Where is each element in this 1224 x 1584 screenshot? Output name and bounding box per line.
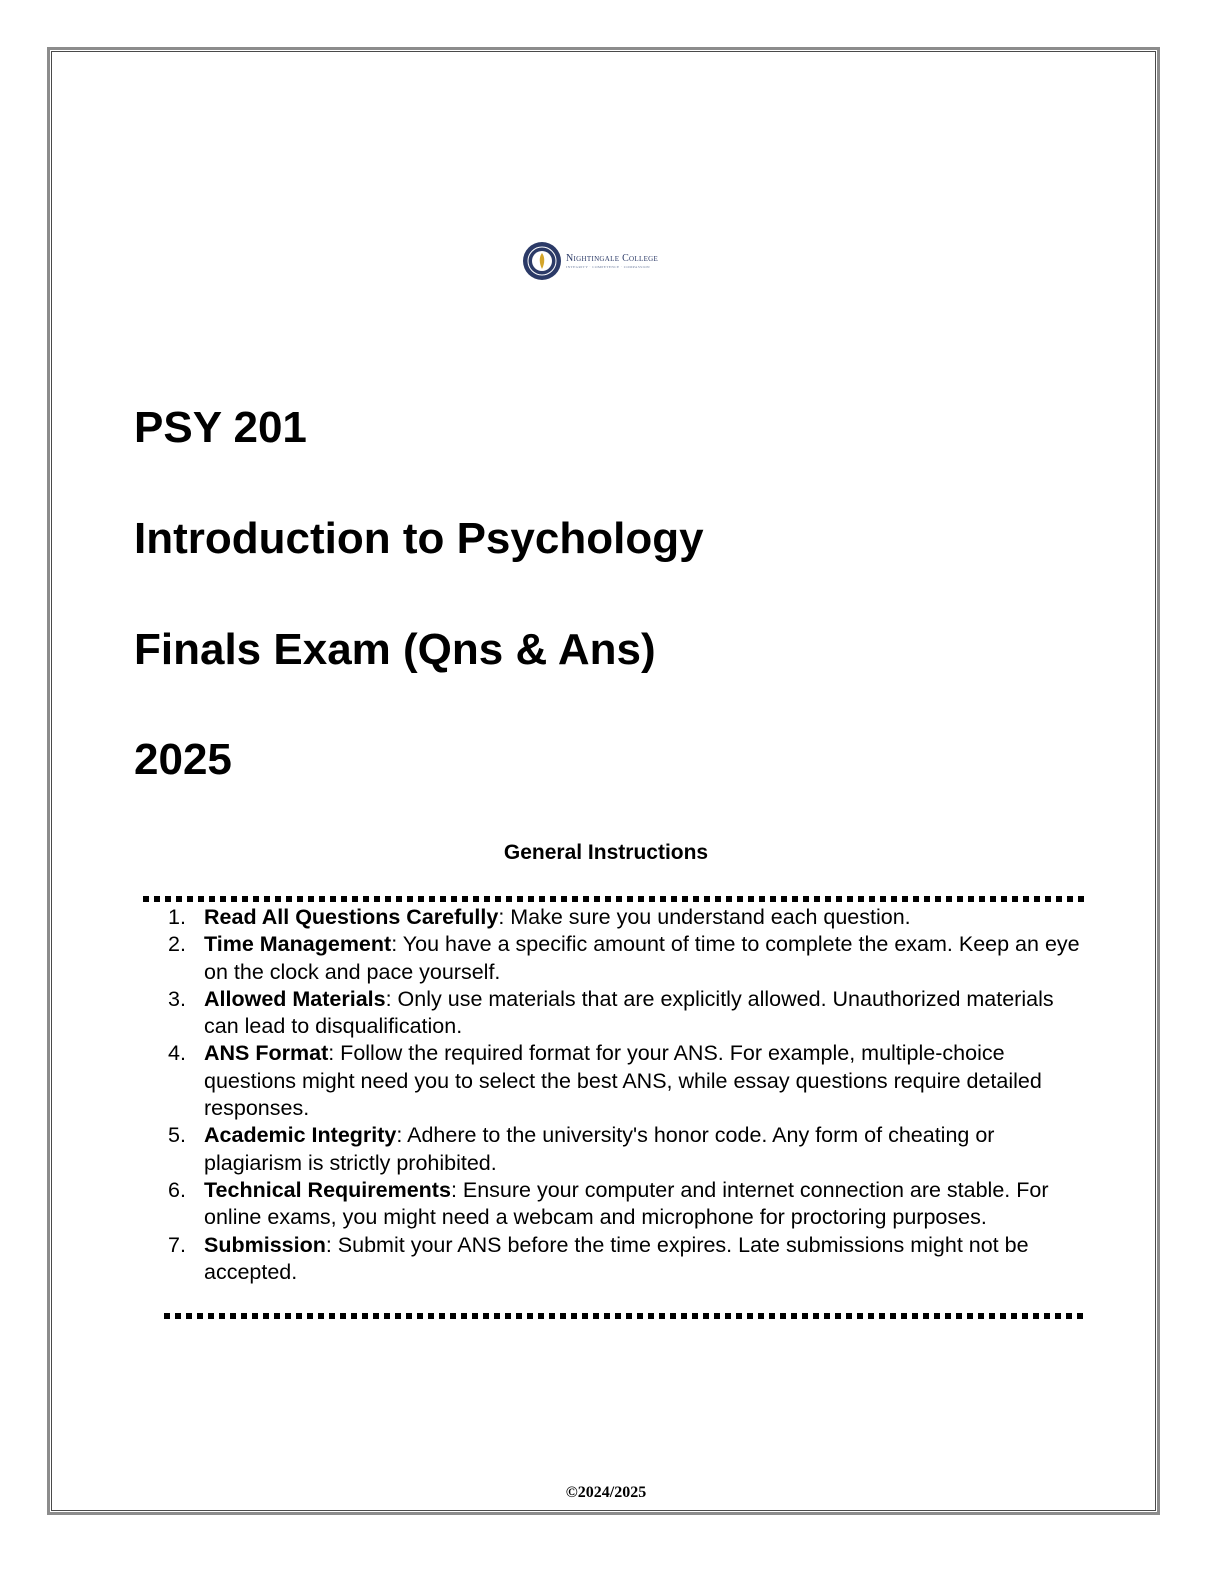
instruction-text: : Adhere to the university's honor code. Any form of cheating or plagiarism is strictly prohibited. bbox=[204, 1123, 995, 1175]
instruction-item bbox=[160, 1122, 1090, 1177]
instruction-item bbox=[160, 904, 1090, 931]
instruction-text: : Ensure your computer and internet connection are stable. For online exams, you might need a webcam and microphone for proctoring purposes. bbox=[204, 1177, 1049, 1230]
copyright-footer: ©2024/2025 bbox=[565, 1484, 647, 1501]
college-tagline: INTEGRITY · COMPETENCE · COMPASSION bbox=[566, 265, 650, 269]
instruction-item bbox=[160, 1177, 1090, 1232]
exam-year: 2025 bbox=[134, 735, 232, 784]
instruction-title: Technical Requirements bbox=[204, 1177, 451, 1202]
instruction-text: : Only use materials that are explicitly allowed. Unauthorized materials can lead to disqualification. bbox=[204, 986, 1054, 1039]
instructions-list bbox=[160, 904, 1090, 1286]
instruction-title: Read All Questions Carefully bbox=[204, 905, 499, 929]
instruction-title: Allowed Materials bbox=[204, 986, 386, 1011]
course-code: PSY 201 bbox=[134, 403, 307, 452]
dotted-divider-top bbox=[143, 896, 1085, 902]
instruction-title: ANS Format bbox=[204, 1041, 329, 1066]
instruction-number: 4. bbox=[168, 1041, 186, 1066]
instruction-number: 1. bbox=[168, 905, 186, 929]
instruction-text: : Make sure you understand each question. bbox=[498, 905, 911, 929]
college-name: Nightingale College bbox=[566, 253, 659, 264]
instruction-title: Time Management bbox=[204, 932, 392, 957]
instruction-text: : Follow the required format for your ANS. For example, multiple-choice questions might need you to select the best ANS, while essay questions require detailed responses. bbox=[204, 1041, 1042, 1121]
instruction-item bbox=[160, 931, 1090, 986]
instruction-title: Academic Integrity bbox=[204, 1123, 397, 1148]
instruction-number: 7. bbox=[168, 1232, 186, 1257]
college-logo bbox=[522, 238, 694, 284]
dotted-divider-bottom bbox=[164, 1313, 1085, 1319]
college-seal-icon bbox=[522, 241, 562, 281]
exam-title: Finals Exam (Qns & Ans) bbox=[134, 625, 656, 674]
instructions-heading: General Instructions bbox=[503, 841, 709, 864]
course-name: Introduction to Psychology bbox=[134, 514, 704, 563]
instruction-number: 6. bbox=[168, 1177, 186, 1202]
instruction-item bbox=[160, 986, 1090, 1041]
instruction-number: 3. bbox=[168, 986, 186, 1011]
instruction-number: 2. bbox=[168, 932, 186, 957]
instruction-item bbox=[160, 1040, 1090, 1122]
instruction-item bbox=[160, 1232, 1090, 1287]
instruction-text: : You have a specific amount of time to complete the exam. Keep an eye on the clock and pace yourself. bbox=[204, 932, 1080, 984]
instruction-text: : Submit your ANS before the time expires. Late submissions might not be accepted. bbox=[204, 1232, 1029, 1284]
instruction-number: 5. bbox=[168, 1123, 186, 1148]
instruction-title: Submission bbox=[204, 1232, 326, 1257]
